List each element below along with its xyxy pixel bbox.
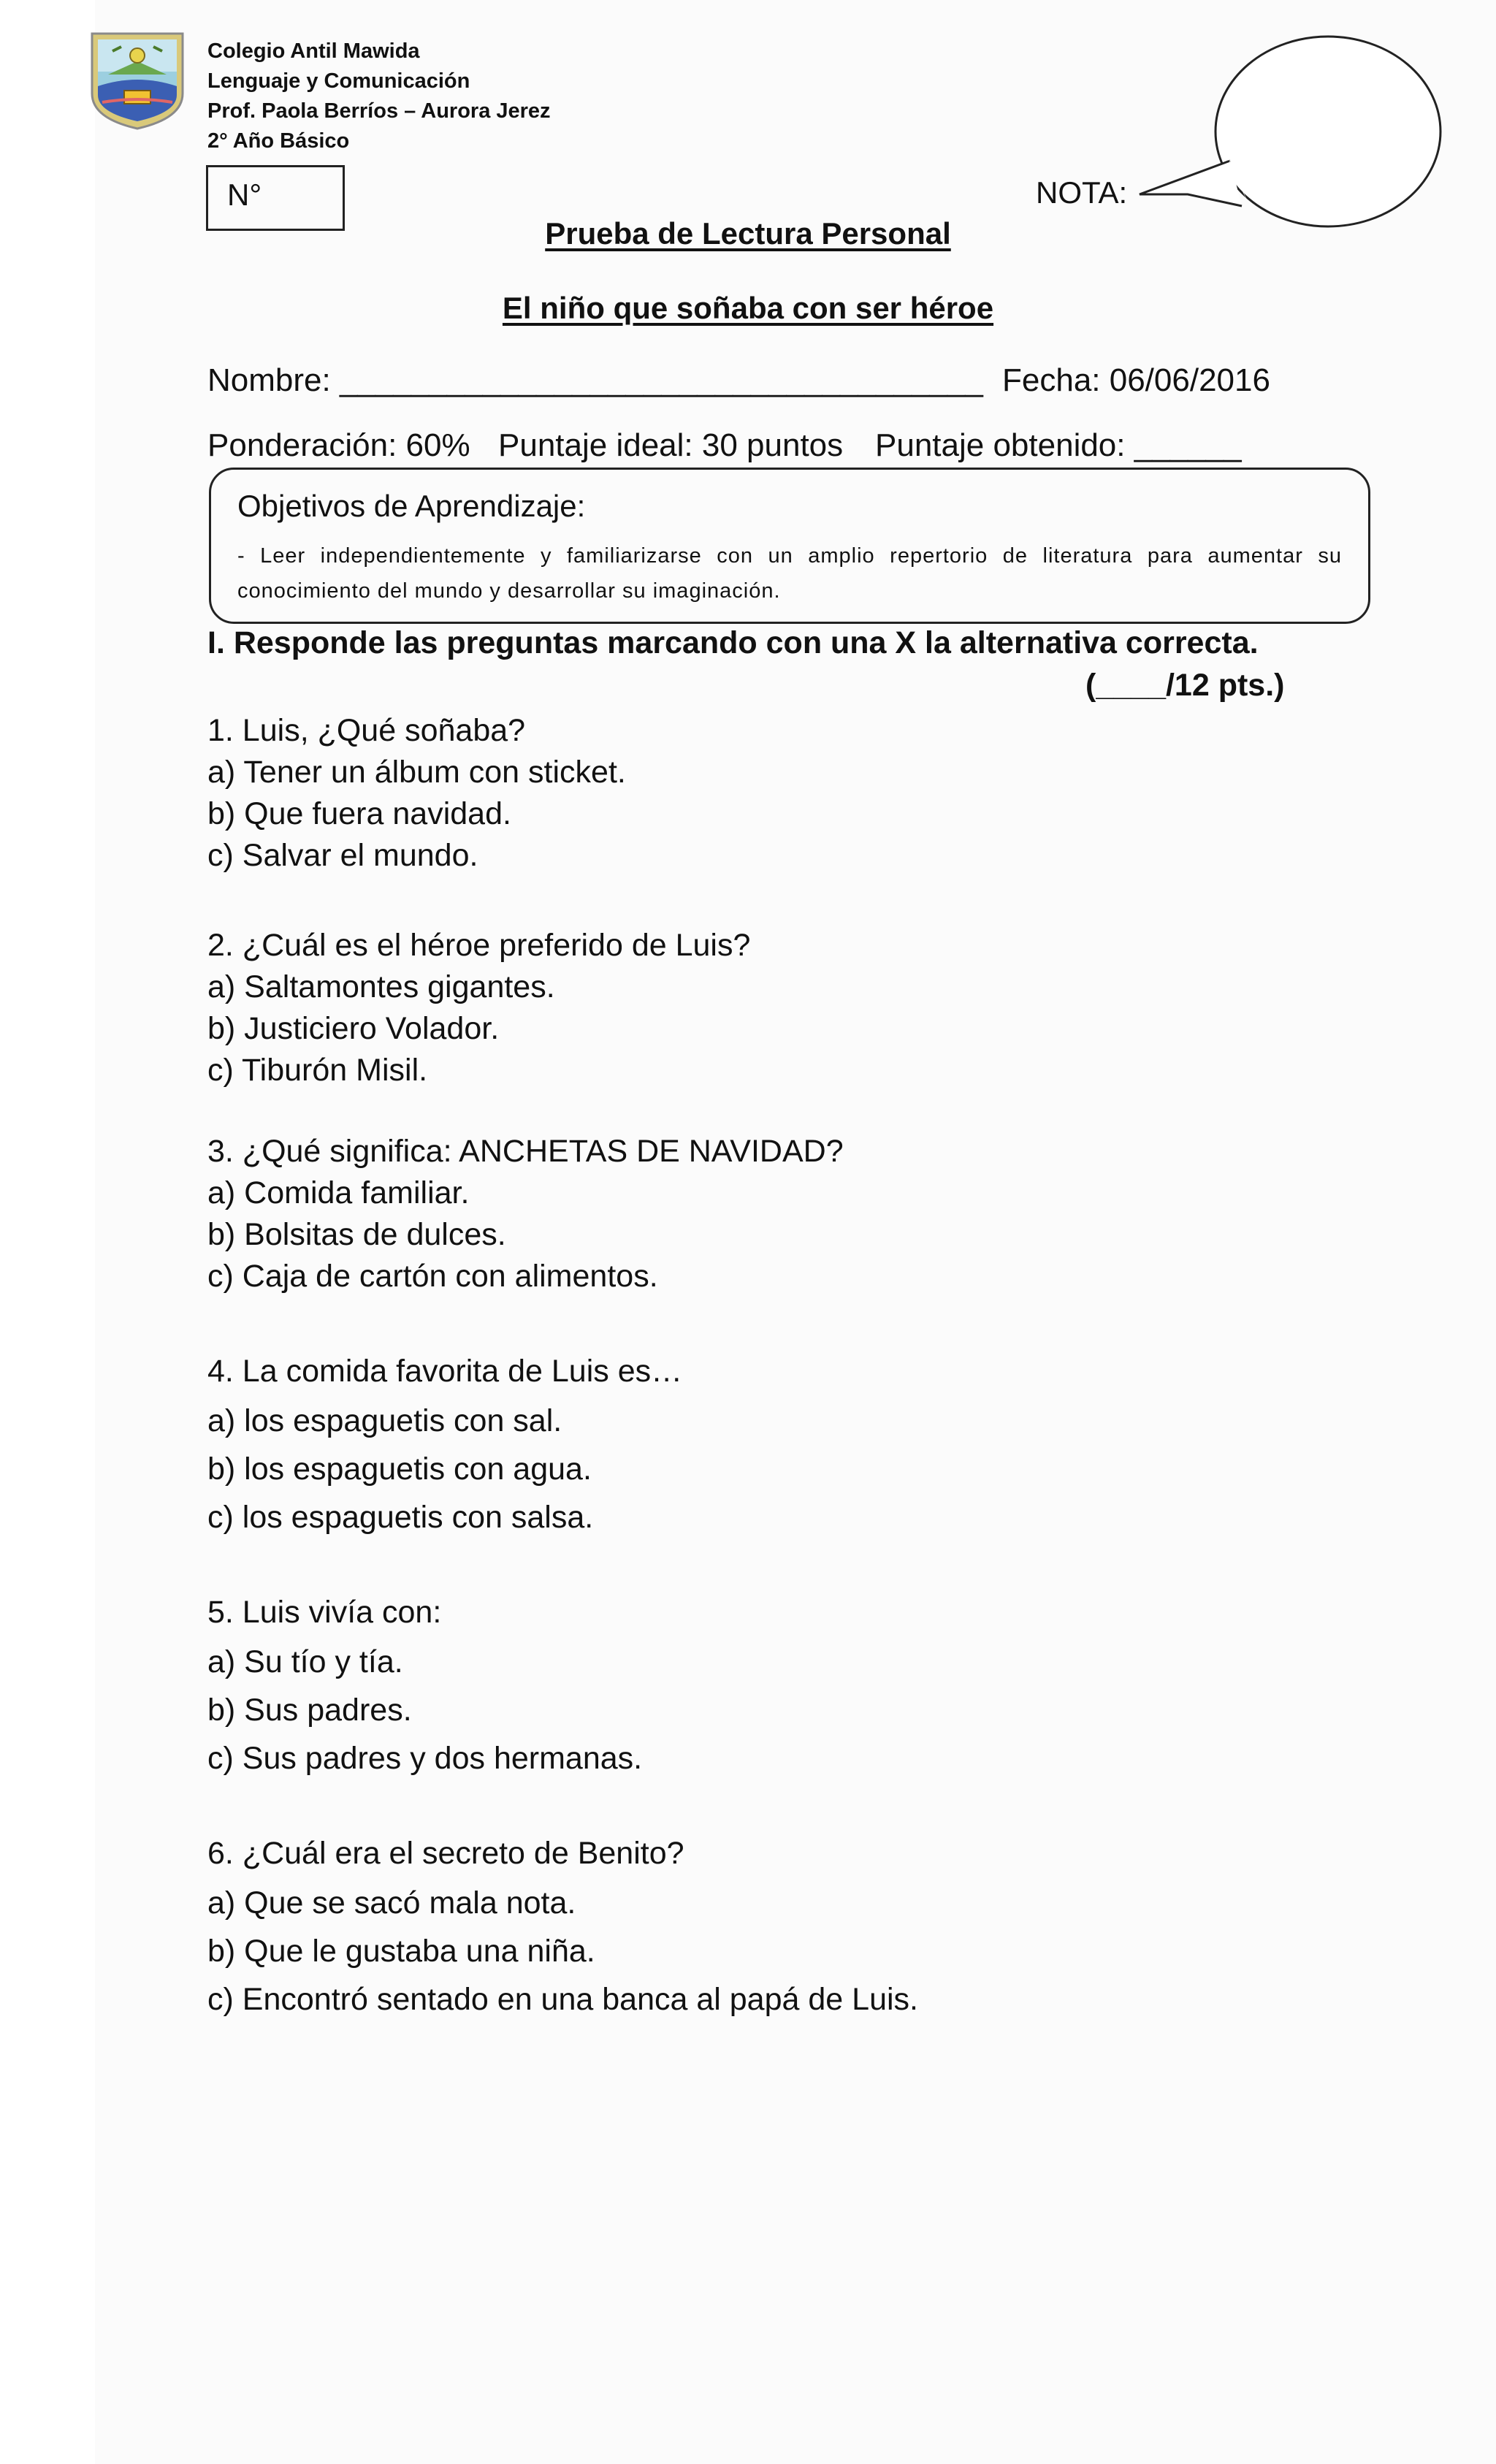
- option-a[interactable]: a) Tener un álbum con sticket.: [207, 755, 626, 790]
- grade-bubble: [1125, 29, 1446, 241]
- test-title: Prueba de Lectura Personal: [545, 216, 951, 251]
- option-a[interactable]: a) Saltamontes gigantes.: [207, 969, 555, 1004]
- question-6: [207, 1828, 918, 2024]
- option-c[interactable]: c) Salvar el mundo.: [207, 838, 478, 873]
- option-c[interactable]: c) Encontró sentado en una banca al papá de Luis.: [207, 1982, 918, 2017]
- question-stem: 4. La comida favorita de Luis es…: [207, 1354, 683, 1389]
- option-a[interactable]: a) Su tío y tía.: [207, 1644, 403, 1679]
- question-stem: 5. Luis vivía con:: [207, 1595, 442, 1630]
- obtained-score-field[interactable]: Puntaje obtenido: ______: [875, 427, 1242, 463]
- section-points: (____/12 pts.): [1085, 668, 1285, 703]
- option-b[interactable]: b) Justiciero Volador.: [207, 1011, 500, 1046]
- question-stem: 6. ¿Cuál era el secreto de Benito?: [207, 1836, 684, 1871]
- name-field[interactable]: Nombre: ____________________________________: [207, 362, 983, 398]
- option-b[interactable]: b) los espaguetis con agua.: [207, 1452, 592, 1487]
- option-b[interactable]: b) Que le gustaba una niña.: [207, 1934, 595, 1969]
- option-a[interactable]: a) Que se sacó mala nota.: [207, 1885, 576, 1921]
- question-stem: 2. ¿Cuál es el héroe preferido de Luis?: [207, 928, 751, 963]
- question-stem: 3. ¿Qué significa: ANCHETAS DE NAVIDAD?: [207, 1134, 844, 1169]
- school-crest-logo: [86, 29, 188, 131]
- option-a[interactable]: a) Comida familiar.: [207, 1175, 470, 1210]
- school-name: Colegio Antil Mawida: [207, 39, 420, 63]
- objectives-text: - Leer independientemente y familiarizarse con un amplio repertorio de literatura para aumentar su conocimiento del mundo y desarrollar su imaginación.: [237, 544, 1342, 603]
- ideal-score-field: Puntaje ideal: 30 puntos: [498, 427, 844, 463]
- book-title: El niño que soñaba con ser héroe: [502, 291, 994, 325]
- option-c[interactable]: c) Caja de cartón con alimentos.: [207, 1259, 658, 1294]
- question-1: [207, 710, 626, 877]
- question-2: [207, 925, 750, 1091]
- section-title: I. Responde las preguntas marcando con una X la alternativa correcta.: [207, 625, 1259, 660]
- question-stem: 1. Luis, ¿Qué soñaba?: [207, 713, 526, 748]
- option-c[interactable]: c) los espaguetis con salsa.: [207, 1500, 594, 1535]
- option-c[interactable]: c) Tiburón Misil.: [207, 1053, 428, 1088]
- option-b[interactable]: b) Que fuera navidad.: [207, 796, 511, 831]
- question-3: [207, 1131, 844, 1297]
- question-4: [207, 1346, 682, 1541]
- question-5: [207, 1587, 642, 1782]
- objectives-title: Objetivos de Aprendizaje:: [237, 489, 586, 523]
- date-field: Fecha: 06/06/2016: [1002, 362, 1270, 398]
- option-b[interactable]: b) Sus padres.: [207, 1693, 412, 1728]
- grade-label: NOTA:: [1036, 175, 1128, 210]
- weight-field: Ponderación: 60%: [207, 427, 470, 463]
- subject-name: Lenguaje y Comunicación: [207, 69, 470, 93]
- option-b[interactable]: b) Bolsitas de dulces.: [207, 1217, 506, 1252]
- option-a[interactable]: a) los espaguetis con sal.: [207, 1403, 562, 1438]
- student-number-label: N°: [227, 178, 262, 212]
- teachers-name: Prof. Paola Berríos – Aurora Jerez: [207, 99, 551, 123]
- objectives-box: [209, 468, 1370, 624]
- grade-level: 2° Año Básico: [207, 129, 350, 153]
- option-c[interactable]: c) Sus padres y dos hermanas.: [207, 1741, 643, 1776]
- school-info: [207, 37, 551, 156]
